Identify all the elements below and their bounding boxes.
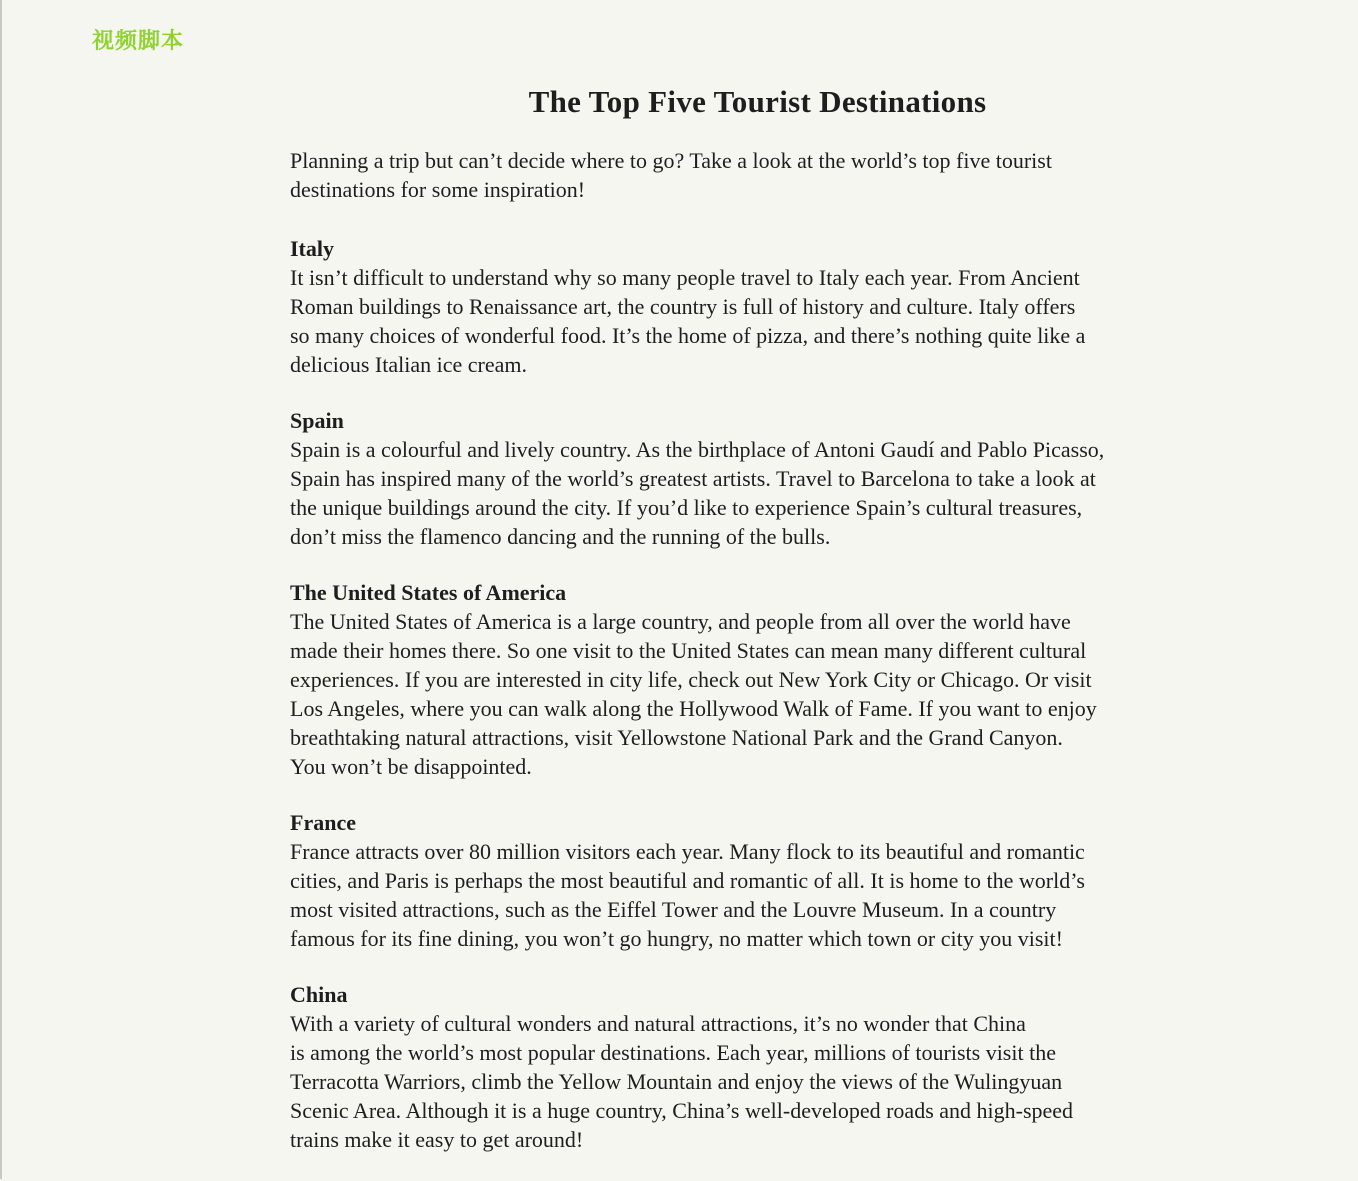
body-line: made their homes there. So one visit to the United States can mean many different cultural	[290, 638, 1087, 663]
body-line: Los Angeles, where you can walk along the Hollywood Walk of Fame. If you want to enjoy	[290, 696, 1097, 721]
body-line: Spain is a colourful and lively country. As the birthplace of Antoni Gaudí and Pablo Picasso,	[290, 437, 1105, 462]
body-line: famous for its fine dining, you won’t go hungry, no matter which town or city you visit!	[290, 926, 1063, 951]
body-line: trains make it easy to get around!	[290, 1127, 584, 1152]
section-spain	[290, 406, 1240, 551]
section-body-spain	[290, 435, 1240, 551]
section-heading-italy: Italy	[290, 236, 334, 261]
article	[290, 80, 1240, 1181]
body-line: Roman buildings to Renaissance art, the country is full of history and culture. Italy offers	[290, 294, 1076, 319]
section-italy	[290, 234, 1240, 379]
body-line: Terracotta Warriors, climb the Yellow Mountain and enjoy the views of the Wulingyuan	[290, 1069, 1063, 1094]
section-usa	[290, 578, 1240, 781]
intro-paragraph	[290, 146, 1240, 204]
section-heading-france: France	[290, 810, 356, 835]
body-line: the unique buildings around the city. If you’d like to experience Spain’s cultural treasures,	[290, 495, 1083, 520]
body-line: Scenic Area. Although it is a huge country, China’s well-developed roads and high-speed	[290, 1098, 1074, 1123]
section-heading-spain: Spain	[290, 408, 344, 433]
article-title: The Top Five Tourist Destinations	[528, 84, 987, 119]
body-line: so many choices of wonderful food. It’s the home of pizza, and there’s nothing quite like a	[290, 323, 1086, 348]
body-line: delicious Italian ice cream.	[290, 352, 527, 377]
body-line: experiences. If you are interested in city life, check out New York City or Chicago. Or visit	[290, 667, 1092, 692]
body-line: With a variety of cultural wonders and natural attractions, it’s no wonder that China	[290, 1011, 1026, 1036]
section-body-china	[290, 1009, 1240, 1154]
video-script-label: 视频脚本	[92, 29, 185, 54]
body-line: It isn’t difficult to understand why so many people travel to Italy each year. From Ancient	[290, 265, 1080, 290]
body-line: The United States of America is a large country, and people from all over the world have	[290, 609, 1071, 634]
body-line: is among the world’s most popular destinations. Each year, millions of tourists visit the	[290, 1040, 1056, 1065]
section-body-france	[290, 837, 1240, 953]
body-line: don’t miss the flamenco dancing and the running of the bulls.	[290, 524, 831, 549]
section-heading-china: China	[290, 982, 348, 1007]
body-line: cities, and Paris is perhaps the most beautiful and romantic of all. It is home to the world’s	[290, 868, 1085, 893]
section-france	[290, 808, 1240, 953]
intro-line: destinations for some inspiration!	[290, 177, 586, 202]
section-body-italy	[290, 263, 1240, 379]
page-edge	[0, 0, 2, 1179]
intro-line: Planning a trip but can’t decide where to go? Take a look at the world’s top five tourist	[290, 148, 1052, 173]
body-line: You won’t be disappointed.	[290, 754, 532, 779]
section-china	[290, 980, 1240, 1154]
section-body-usa	[290, 607, 1240, 781]
body-line: France attracts over 80 million visitors each year. Many flock to its beautiful and romantic	[290, 839, 1085, 864]
body-line: most visited attractions, such as the Eiffel Tower and the Louvre Museum. In a country	[290, 897, 1057, 922]
body-line: Spain has inspired many of the world’s greatest artists. Travel to Barcelona to take a look at	[290, 466, 1096, 491]
section-heading-usa: The United States of America	[290, 580, 567, 605]
body-line: breathtaking natural attractions, visit Yellowstone National Park and the Grand Canyon.	[290, 725, 1063, 750]
